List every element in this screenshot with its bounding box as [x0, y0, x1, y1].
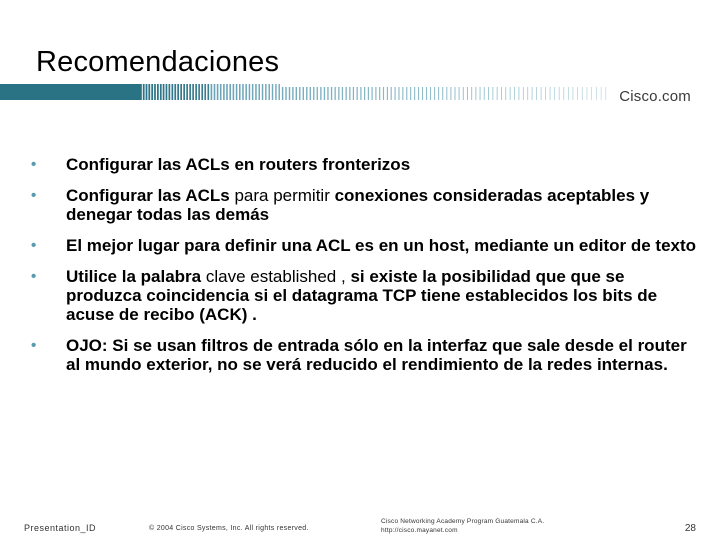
bullet-item: [28, 336, 698, 374]
bar-stripe: [201, 84, 203, 100]
bar-stripe: [349, 87, 350, 100]
bullet-dot-icon: •: [31, 156, 37, 173]
bar-stripe: [501, 87, 502, 100]
bar-stripe: [292, 87, 293, 100]
bar-stripe: [192, 84, 194, 100]
bar-stripe: [183, 84, 185, 100]
bar-stripe: [157, 84, 159, 100]
bar-stripe: [587, 87, 588, 100]
bar-stripe: [242, 84, 244, 100]
bar-stripe: [422, 87, 423, 100]
bar-stripe: [148, 84, 150, 100]
bar-stripe: [338, 87, 339, 100]
bar-stripe: [406, 87, 407, 100]
bar-stripe: [269, 84, 270, 100]
bullet-item: [28, 186, 698, 224]
bar-stripe: [346, 87, 347, 100]
bar-stripe: [166, 84, 168, 100]
bullet-item: [28, 236, 698, 255]
bar-stripe: [172, 84, 174, 100]
bar-stripe: [471, 87, 472, 100]
bar-stripe: [151, 84, 153, 100]
bar-stripe: [488, 87, 489, 100]
bar-stripe: [214, 84, 216, 100]
bar-stripe: [189, 84, 191, 100]
bar-stripe: [387, 87, 388, 100]
bullet-dot-icon: •: [31, 268, 37, 285]
bar-stripe: [313, 87, 314, 100]
bar-stripe: [601, 87, 602, 100]
bar-stripe: [497, 87, 498, 100]
bar-stripe: [430, 87, 431, 100]
bar-stripe: [527, 87, 528, 100]
bar-stripe: [317, 87, 318, 100]
bar-stripe: [391, 87, 392, 100]
footer-copyright: © 2004 Cisco Systems, Inc. All rights reserved.: [149, 525, 309, 532]
bar-stripe: [146, 84, 148, 100]
bar-stripe: [360, 87, 361, 100]
bar-stripe: [446, 87, 447, 100]
bullet-text: conexiones consideradas aceptables y denegar todas las demás: [66, 186, 650, 224]
bar-stripe: [303, 87, 304, 100]
bullet-text-normal: para permitir: [234, 186, 335, 205]
bar-stripe: [606, 87, 607, 100]
bar-stripe: [418, 87, 419, 100]
bullet-list: [28, 155, 698, 386]
bullet-text: El mejor lugar para definir una ACL es en un host, mediante un editor de texto: [66, 236, 697, 255]
bar-stripe: [223, 84, 225, 100]
bar-stripe: [236, 84, 238, 100]
bar-stripe: [282, 87, 283, 100]
bar-stripe: [395, 87, 396, 100]
bar-stripe: [342, 87, 343, 100]
bar-stripe: [364, 87, 365, 100]
bar-stripe: [335, 87, 336, 100]
bar-stripe: [154, 84, 156, 100]
bullet-text: Configurar las ACLs en routers fronterizos: [66, 155, 411, 174]
bar-stripe: [265, 84, 266, 100]
bar-stripe: [375, 87, 376, 100]
bar-stripe: [582, 87, 583, 100]
bar-stripe: [299, 87, 300, 100]
bar-stripe: [541, 87, 542, 100]
footer-presentation-id: Presentation_ID: [24, 523, 97, 533]
bar-stripe: [434, 87, 435, 100]
bar-stripe: [426, 87, 427, 100]
bar-stripe: [220, 84, 222, 100]
bar-stripe: [229, 84, 231, 100]
bullet-text: Utilice la palabra: [66, 267, 206, 286]
bar-stripe: [519, 87, 520, 100]
bar-stripe: [262, 84, 263, 100]
bar-stripe: [285, 87, 286, 100]
bar-stripe: [536, 87, 537, 100]
bar-stripe: [510, 87, 511, 100]
bullet-dot-icon: •: [31, 187, 37, 204]
bar-stripe: [160, 84, 162, 100]
bar-stripe: [568, 87, 569, 100]
bar-stripe: [459, 87, 460, 100]
bar-stripe: [484, 87, 485, 100]
bar-stripe: [563, 87, 564, 100]
bar-stripe: [174, 84, 176, 100]
bar-stripe: [217, 84, 219, 100]
bar-stripe: [331, 87, 332, 100]
bar-stripe: [163, 84, 165, 100]
brand-logo-text: Cisco.com: [619, 88, 691, 105]
footer-academy-line2: http://cisco.mayanet.com: [381, 527, 458, 534]
bar-stripe: [523, 87, 524, 100]
bullet-item: [28, 155, 698, 174]
bullet-item: [28, 267, 698, 324]
bar-stripe: [177, 84, 179, 100]
bar-stripe: [252, 84, 254, 100]
bar-stripe: [455, 87, 456, 100]
bar-stripe: [259, 84, 261, 100]
bar-stripe: [272, 84, 273, 100]
bar-stripe: [442, 87, 443, 100]
bar-stripe: [559, 87, 560, 100]
page-number: 28: [684, 523, 696, 534]
bar-stripe: [169, 84, 171, 100]
bar-stripe: [289, 87, 290, 100]
bar-stripe: [140, 84, 142, 100]
bar-stripe: [545, 87, 546, 100]
bar-stripe: [198, 84, 200, 100]
bar-stripe: [379, 87, 380, 100]
bar-stripe: [438, 87, 439, 100]
bar-stripe: [239, 84, 241, 100]
bullet-dot-icon: •: [31, 337, 37, 354]
bar-stripe: [450, 87, 451, 100]
bar-stripe: [275, 84, 276, 100]
bar-stripe: [596, 87, 597, 100]
bar-stripe: [467, 87, 468, 100]
bar-stripe: [414, 87, 415, 100]
bar-stripe: [357, 87, 358, 100]
bar-stripe: [554, 87, 555, 100]
bar-stripe: [180, 84, 182, 100]
bar-stripe: [327, 87, 328, 100]
bar-stripe: [410, 87, 411, 100]
bar-stripe: [591, 87, 592, 100]
bar-stripe: [279, 84, 280, 100]
bullet-text: si existe la posibilidad que que se produzca coincidencia si el datagrama TCP tiene establecidos los bits de acuse de recibo (ACK) .: [66, 267, 658, 324]
bar-stripe: [296, 87, 297, 100]
bar-stripe: [208, 84, 210, 100]
bullet-dot-icon: •: [31, 237, 37, 254]
bar-stripe: [383, 87, 384, 100]
slide-title: Recomendaciones: [36, 46, 280, 78]
bar-stripe: [492, 87, 493, 100]
bullet-text: Configurar las ACLs: [66, 186, 235, 205]
bar-stripe: [398, 87, 399, 100]
bar-stripe: [505, 87, 506, 100]
bar-stripe: [245, 84, 247, 100]
bar-stripe: [577, 87, 578, 100]
bar-stripe: [143, 84, 145, 100]
striped-title-bar: [0, 84, 720, 104]
bullet-text-normal: clave established ,: [205, 267, 351, 286]
bullet-text: OJO: Si se usan filtros de entrada sólo en la interfaz que sale desde el router al mundo exterior, no se verá reducido el rendimiento de la redes internas.: [66, 336, 687, 374]
bar-stripe: [249, 84, 251, 100]
bar-stripe: [310, 87, 311, 100]
bar-stripe: [226, 84, 228, 100]
bar-stripe: [372, 87, 373, 100]
bar-stripe: [324, 87, 325, 100]
bar-stripe: [463, 87, 464, 100]
bar-stripe: [532, 87, 533, 100]
bar-stripe: [475, 87, 476, 100]
bar-stripe: [353, 87, 354, 100]
bar-stripe: [211, 84, 213, 100]
bar-stripe: [573, 87, 574, 100]
footer-academy-line1: Cisco Networking Academy Program Guatemala C.A.: [381, 518, 545, 525]
bar-stripe: [306, 87, 307, 100]
bar-stripe: [514, 87, 515, 100]
bar-stripe: [402, 87, 403, 100]
footer-academy: [381, 517, 544, 535]
bar-stripe: [186, 84, 188, 100]
bar-stripe: [204, 84, 206, 100]
bar-stripe: [320, 87, 321, 100]
bar-stripe: [255, 84, 257, 100]
bar-stripe: [195, 84, 197, 100]
bar-stripe: [550, 87, 551, 100]
bar-stripe: [480, 87, 481, 100]
bar-stripe: [233, 84, 235, 100]
bar-stripe: [368, 87, 369, 100]
